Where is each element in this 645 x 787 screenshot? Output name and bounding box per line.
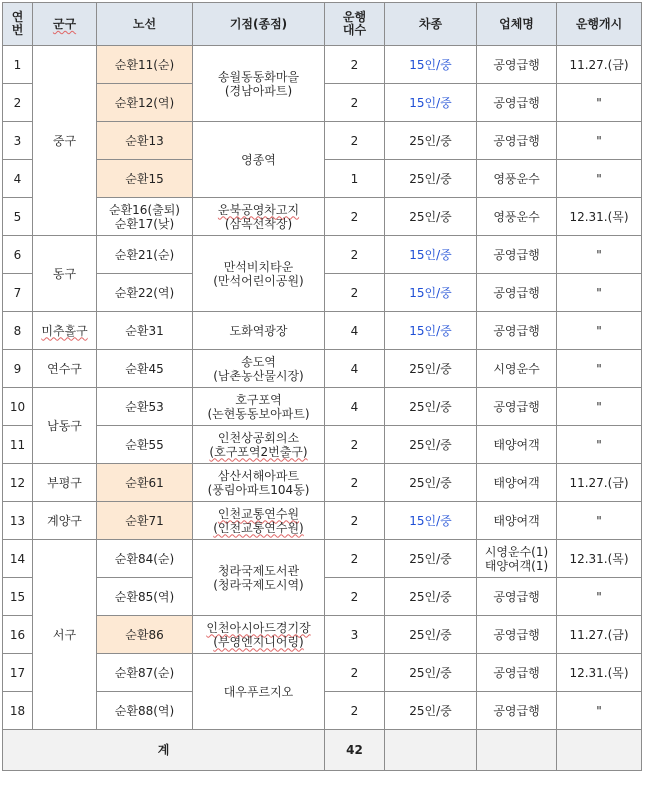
endpoint-cell: 도화역광장: [193, 312, 325, 350]
company-cell: 태양여객: [477, 464, 557, 502]
header-buses: 운행대수: [325, 3, 385, 46]
header-company: 업체명: [477, 3, 557, 46]
type-cell: 25인/중: [385, 616, 477, 654]
route-cell: 순환12(역): [97, 84, 193, 122]
total-label: 계: [3, 730, 325, 771]
district-cell: 서구: [33, 540, 97, 730]
type-cell: 25인/중: [385, 540, 477, 578]
row-number: 3: [3, 122, 33, 160]
district-cell: 중구: [33, 46, 97, 236]
route-cell: 순환22(역): [97, 274, 193, 312]
route-cell: 순환13: [97, 122, 193, 160]
buses-cell: 3: [325, 616, 385, 654]
header-district: 군구: [33, 3, 97, 46]
district-cell: 남동구: [33, 388, 97, 464]
total-empty-start: [557, 730, 642, 771]
type-cell: 25인/중: [385, 198, 477, 236]
route-cell: 순환45: [97, 350, 193, 388]
start-cell: ": [557, 502, 642, 540]
type-cell: 25인/중: [385, 160, 477, 198]
district-cell: 계양구: [33, 502, 97, 540]
row-number: 17: [3, 654, 33, 692]
endpoint-cell: 영종역: [193, 122, 325, 198]
route-cell: 순환21(순): [97, 236, 193, 274]
header-route: 노선: [97, 3, 193, 46]
endpoint-cell: 대우푸르지오: [193, 654, 325, 730]
buses-cell: 4: [325, 388, 385, 426]
row-number: 6: [3, 236, 33, 274]
route-cell: 순환88(역): [97, 692, 193, 730]
header-endpoint: 기점(종점): [193, 3, 325, 46]
row-number: 15: [3, 578, 33, 616]
endpoint-cell: 인천상공회의소 (호구포역2번출구): [193, 426, 325, 464]
row-number: 1: [3, 46, 33, 84]
endpoint-cell: 삼산서해아파트 (풍림아파트104동): [193, 464, 325, 502]
table-row: [3, 616, 642, 654]
company-cell: 공영급행: [477, 84, 557, 122]
bus-routes-table: [2, 2, 642, 771]
company-cell: 공영급행: [477, 312, 557, 350]
route-cell: 순환16(출퇴) 순환17(낮): [97, 198, 193, 236]
buses-cell: 2: [325, 540, 385, 578]
start-cell: ": [557, 236, 642, 274]
start-cell: ": [557, 426, 642, 464]
row-number: 18: [3, 692, 33, 730]
buses-cell: 4: [325, 350, 385, 388]
buses-cell: 2: [325, 578, 385, 616]
start-cell: ": [557, 274, 642, 312]
row-number: 12: [3, 464, 33, 502]
endpoint-cell: 인천아시아드경기장 (부영엔지니어링): [193, 616, 325, 654]
buses-cell: 2: [325, 236, 385, 274]
table-row: [3, 654, 642, 692]
district-cell: 미추홀구: [33, 312, 97, 350]
company-cell: 시영운수: [477, 350, 557, 388]
type-cell: 25인/중: [385, 692, 477, 730]
district-cell: 동구: [33, 236, 97, 312]
company-cell: 공영급행: [477, 236, 557, 274]
buses-cell: 2: [325, 122, 385, 160]
company-cell: 시영운수(1) 태양여객(1): [477, 540, 557, 578]
start-cell: ": [557, 84, 642, 122]
company-cell: 공영급행: [477, 274, 557, 312]
route-cell: 순환53: [97, 388, 193, 426]
start-cell: ": [557, 388, 642, 426]
company-cell: 공영급행: [477, 654, 557, 692]
start-cell: 11.27.(금): [557, 616, 642, 654]
buses-cell: 2: [325, 502, 385, 540]
row-number: 2: [3, 84, 33, 122]
district-cell: 연수구: [33, 350, 97, 388]
company-cell: 공영급행: [477, 616, 557, 654]
start-cell: 12.31.(목): [557, 540, 642, 578]
buses-cell: 2: [325, 654, 385, 692]
type-cell: 25인/중: [385, 350, 477, 388]
type-cell: 15인/중: [385, 236, 477, 274]
start-cell: ": [557, 312, 642, 350]
buses-cell: 2: [325, 84, 385, 122]
buses-cell: 2: [325, 274, 385, 312]
header-no: 연번: [3, 3, 33, 46]
endpoint-cell: 송월동동화마을 (경남아파트): [193, 46, 325, 122]
type-cell: 15인/중: [385, 46, 477, 84]
route-cell: 순환61: [97, 464, 193, 502]
type-cell: 15인/중: [385, 84, 477, 122]
company-cell: 태양여객: [477, 426, 557, 464]
total-empty-type: [385, 730, 477, 771]
row-number: 14: [3, 540, 33, 578]
row-number: 13: [3, 502, 33, 540]
type-cell: 25인/중: [385, 578, 477, 616]
table-row: [3, 426, 642, 464]
type-cell: 25인/중: [385, 464, 477, 502]
row-number: 16: [3, 616, 33, 654]
table-row: [3, 502, 642, 540]
route-cell: 순환87(순): [97, 654, 193, 692]
type-cell: 15인/중: [385, 312, 477, 350]
total-buses: 42: [325, 730, 385, 771]
endpoint-cell: 만석비치타운 (만석어린이공원): [193, 236, 325, 312]
start-cell: ": [557, 160, 642, 198]
table-row: [3, 198, 642, 236]
total-row: [3, 730, 642, 771]
row-number: 11: [3, 426, 33, 464]
endpoint-cell: 인천교통연수원 (인천교통연수원): [193, 502, 325, 540]
row-number: 5: [3, 198, 33, 236]
company-cell: 영풍운수: [477, 198, 557, 236]
type-cell: 25인/중: [385, 388, 477, 426]
start-cell: 11.27.(금): [557, 46, 642, 84]
table-row: [3, 540, 642, 578]
buses-cell: 2: [325, 46, 385, 84]
buses-cell: 2: [325, 464, 385, 502]
buses-cell: 1: [325, 160, 385, 198]
endpoint-cell: 운북공영차고지 (삼목선착장): [193, 198, 325, 236]
buses-cell: 4: [325, 312, 385, 350]
header-row: [3, 3, 642, 46]
row-number: 7: [3, 274, 33, 312]
route-cell: 순환84(순): [97, 540, 193, 578]
start-cell: ": [557, 122, 642, 160]
row-number: 8: [3, 312, 33, 350]
buses-cell: 2: [325, 198, 385, 236]
route-cell: 순환15: [97, 160, 193, 198]
type-cell: 25인/중: [385, 654, 477, 692]
table-row: [3, 388, 642, 426]
table-row: [3, 350, 642, 388]
endpoint-cell: 송도역 (남촌농산물시장): [193, 350, 325, 388]
header-start: 운행개시: [557, 3, 642, 46]
route-cell: 순환71: [97, 502, 193, 540]
type-cell: 15인/중: [385, 274, 477, 312]
company-cell: 공영급행: [477, 122, 557, 160]
table-row: [3, 464, 642, 502]
type-cell: 15인/중: [385, 502, 477, 540]
buses-cell: 2: [325, 426, 385, 464]
header-type: 차종: [385, 3, 477, 46]
district-cell: 부평구: [33, 464, 97, 502]
start-cell: 12.31.(목): [557, 198, 642, 236]
company-cell: 공영급행: [477, 388, 557, 426]
route-cell: 순환11(순): [97, 46, 193, 84]
start-cell: 11.27.(금): [557, 464, 642, 502]
endpoint-cell: 호구포역 (논현동동보아파트): [193, 388, 325, 426]
route-cell: 순환55: [97, 426, 193, 464]
endpoint-cell: 청라국제도서관 (청라국제도시역): [193, 540, 325, 616]
table-row: [3, 236, 642, 274]
row-number: 4: [3, 160, 33, 198]
type-cell: 25인/중: [385, 122, 477, 160]
row-number: 10: [3, 388, 33, 426]
company-cell: 영풍운수: [477, 160, 557, 198]
company-cell: 태양여객: [477, 502, 557, 540]
buses-cell: 2: [325, 692, 385, 730]
route-cell: 순환85(역): [97, 578, 193, 616]
start-cell: ": [557, 578, 642, 616]
table-row: [3, 312, 642, 350]
route-cell: 순환86: [97, 616, 193, 654]
start-cell: 12.31.(목): [557, 654, 642, 692]
start-cell: ": [557, 350, 642, 388]
type-cell: 25인/중: [385, 426, 477, 464]
company-cell: 공영급행: [477, 46, 557, 84]
table-row: [3, 122, 642, 160]
table-row: [3, 46, 642, 84]
company-cell: 공영급행: [477, 692, 557, 730]
total-empty-company: [477, 730, 557, 771]
start-cell: ": [557, 692, 642, 730]
row-number: 9: [3, 350, 33, 388]
route-cell: 순환31: [97, 312, 193, 350]
company-cell: 공영급행: [477, 578, 557, 616]
